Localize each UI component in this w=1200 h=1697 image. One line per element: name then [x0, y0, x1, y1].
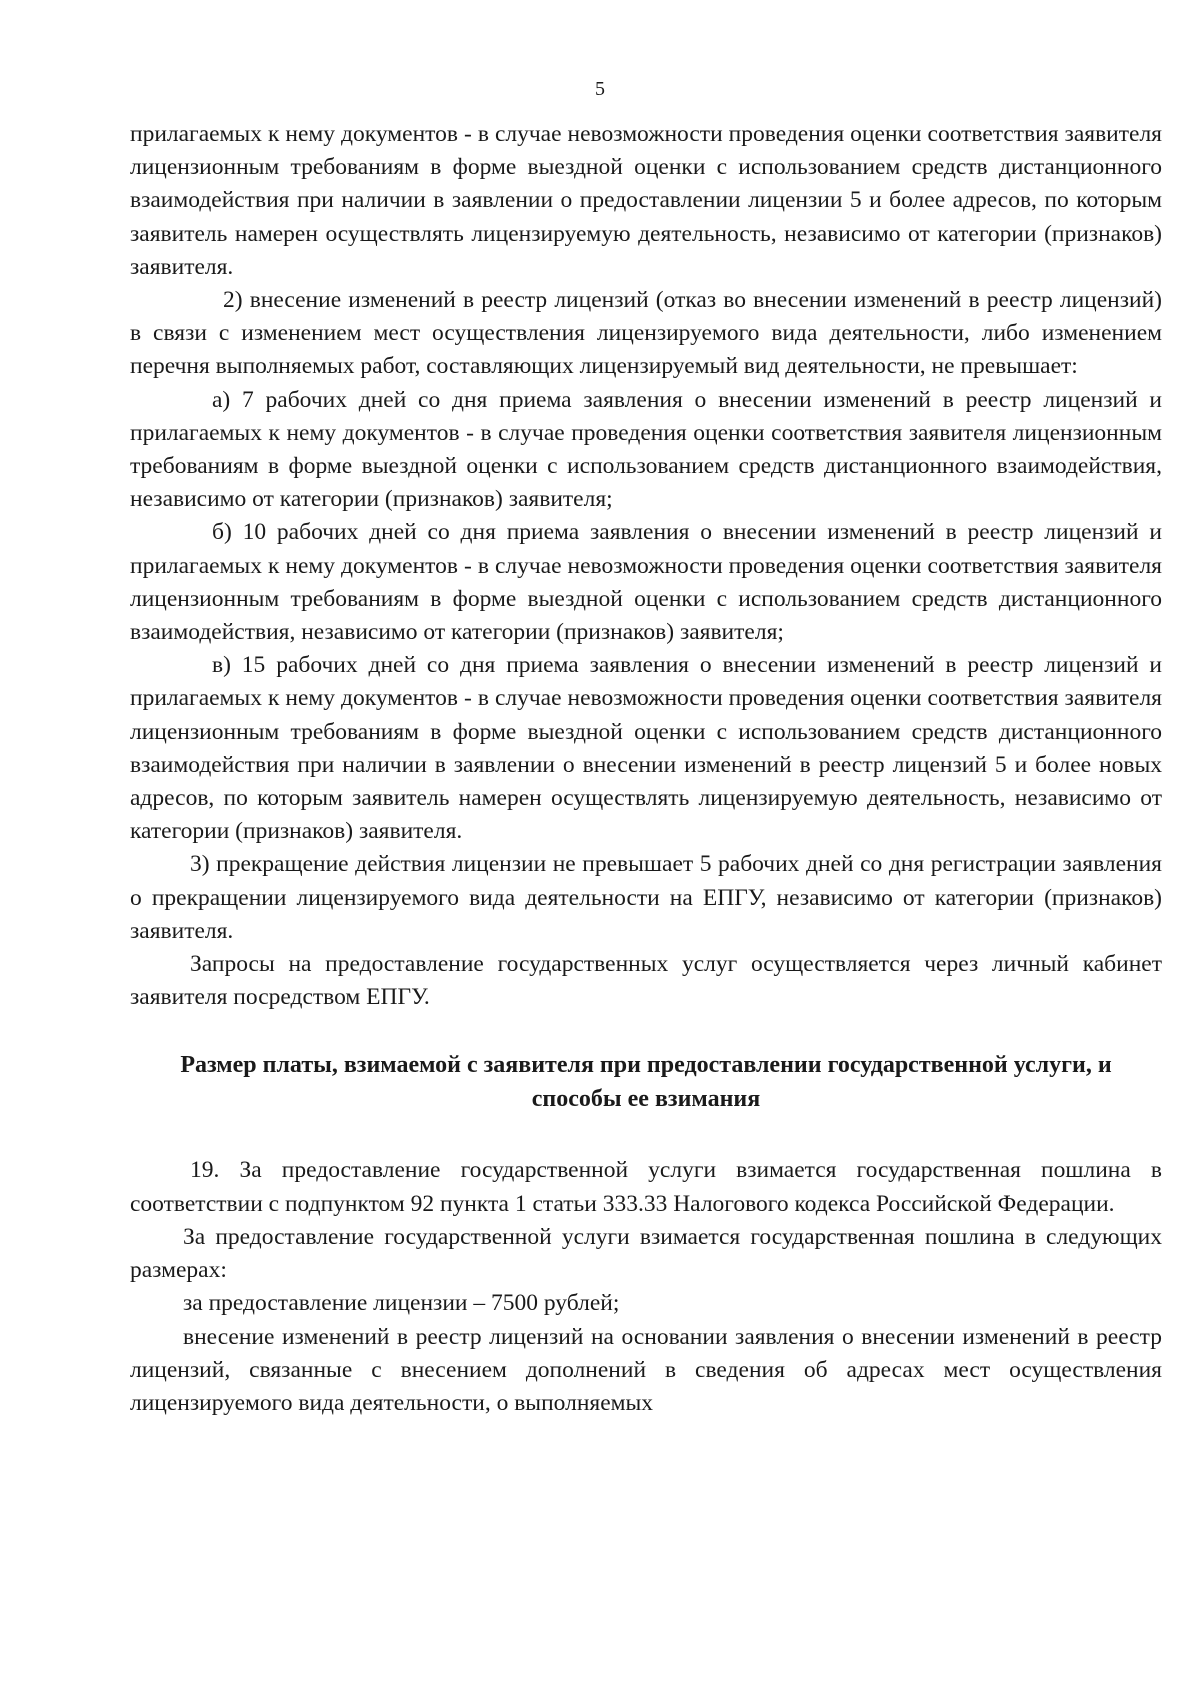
paragraph-item-2: 2) внесение изменений в реестр лицензий (отказ во внесении изменений в реестр лицензий) в связи с изменением мест осуществления лицензируемого вида деятельности, либо изменением перечня выполняемых работ, составляющих лицензируемый вид деятельности, не превышает:	[130, 287, 1162, 380]
paragraph-item-19: 19. За предоставление государственной услуги взимается государственная пошлина в соответствии с подпунктом 92 пункта 1 статьи 333.33 Налогового кодекса Российской Федерации.	[130, 1157, 1162, 1217]
paragraph-fee-changes: внесение изменений в реестр лицензий на основании заявления о внесении изменений в реестр лицензий, связанные с внесением дополнений в сведения об адресах мест осуществления лицензируемого вида деятельности, о выполняемых	[130, 1323, 1162, 1416]
paragraph-item-3: 3) прекращение действия лицензии не превышает 5 рабочих дней со дня регистрации заявления о прекращении лицензируемого вида деятельности на ЕПГУ, независимо от категории (признаков) заявителя.	[130, 851, 1162, 944]
paragraph-fee-license: за предоставление лицензии – 7500 рублей;	[183, 1290, 620, 1317]
page-number: 5	[595, 78, 605, 100]
paragraph-subitem-v: в) 15 рабочих дней со дня приема заявления о внесении изменений в реестр лицензий и прилагаемых к нему документов - в случае невозможности проведения оценки соответствия заявителя лицензионным требованиям в форме выездной оценки с использованием средств дистанционного взаимодействия при наличии в заявлении о внесении изменений в реестр лицензий 5 и более новых адресов, по которым заявитель намерен осуществлять лицензируемую деятельность, независимо от категории (признаков) заявителя.	[130, 652, 1162, 845]
paragraph-subitem-b: б) 10 рабочих дней со дня приема заявления о внесении изменений в реестр лицензий и прилагаемых к нему документов - в случае невозможности проведения оценки соответствия заявителя лицензионным требованиям в форме выездной оценки с использованием средств дистанционного взаимодействия, независимо от категории (признаков) заявителя;	[130, 519, 1162, 646]
paragraph-continuation: прилагаемых к нему документов - в случае невозможности проведения оценки соответствия заявителя лицензионным требованиям в форме выездной оценки с использованием средств дистанционного взаимодействия при наличии в заявлении о предоставлении лицензии 5 и более адресов, по которым заявитель намерен осуществлять лицензируемую деятельность, независимо от категории (признаков) заявителя.	[130, 121, 1162, 280]
document-body	[130, 118, 1162, 1420]
paragraph-subitem-a: а) 7 рабочих дней со дня приема заявления о внесении изменений в реестр лицензий и прилагаемых к нему документов - в случае проведения оценки соответствия заявителя лицензионным требованиям в форме выездной оценки с использованием средств дистанционного взаимодействия, независимо от категории (признаков) заявителя;	[130, 386, 1162, 513]
paragraph-fee-sizes: За предоставление государственной услуги взимается государственная пошлина в следующих размерах:	[130, 1223, 1162, 1284]
section-heading: Размер платы, взимаемой с заявителя при предоставлении государственной услуги, и способы ее взимания	[180, 1052, 1112, 1113]
paragraph-requests: Запросы на предоставление государственных услуг осуществляется через личный кабинет заявителя посредством ЕПГУ.	[130, 951, 1162, 1011]
